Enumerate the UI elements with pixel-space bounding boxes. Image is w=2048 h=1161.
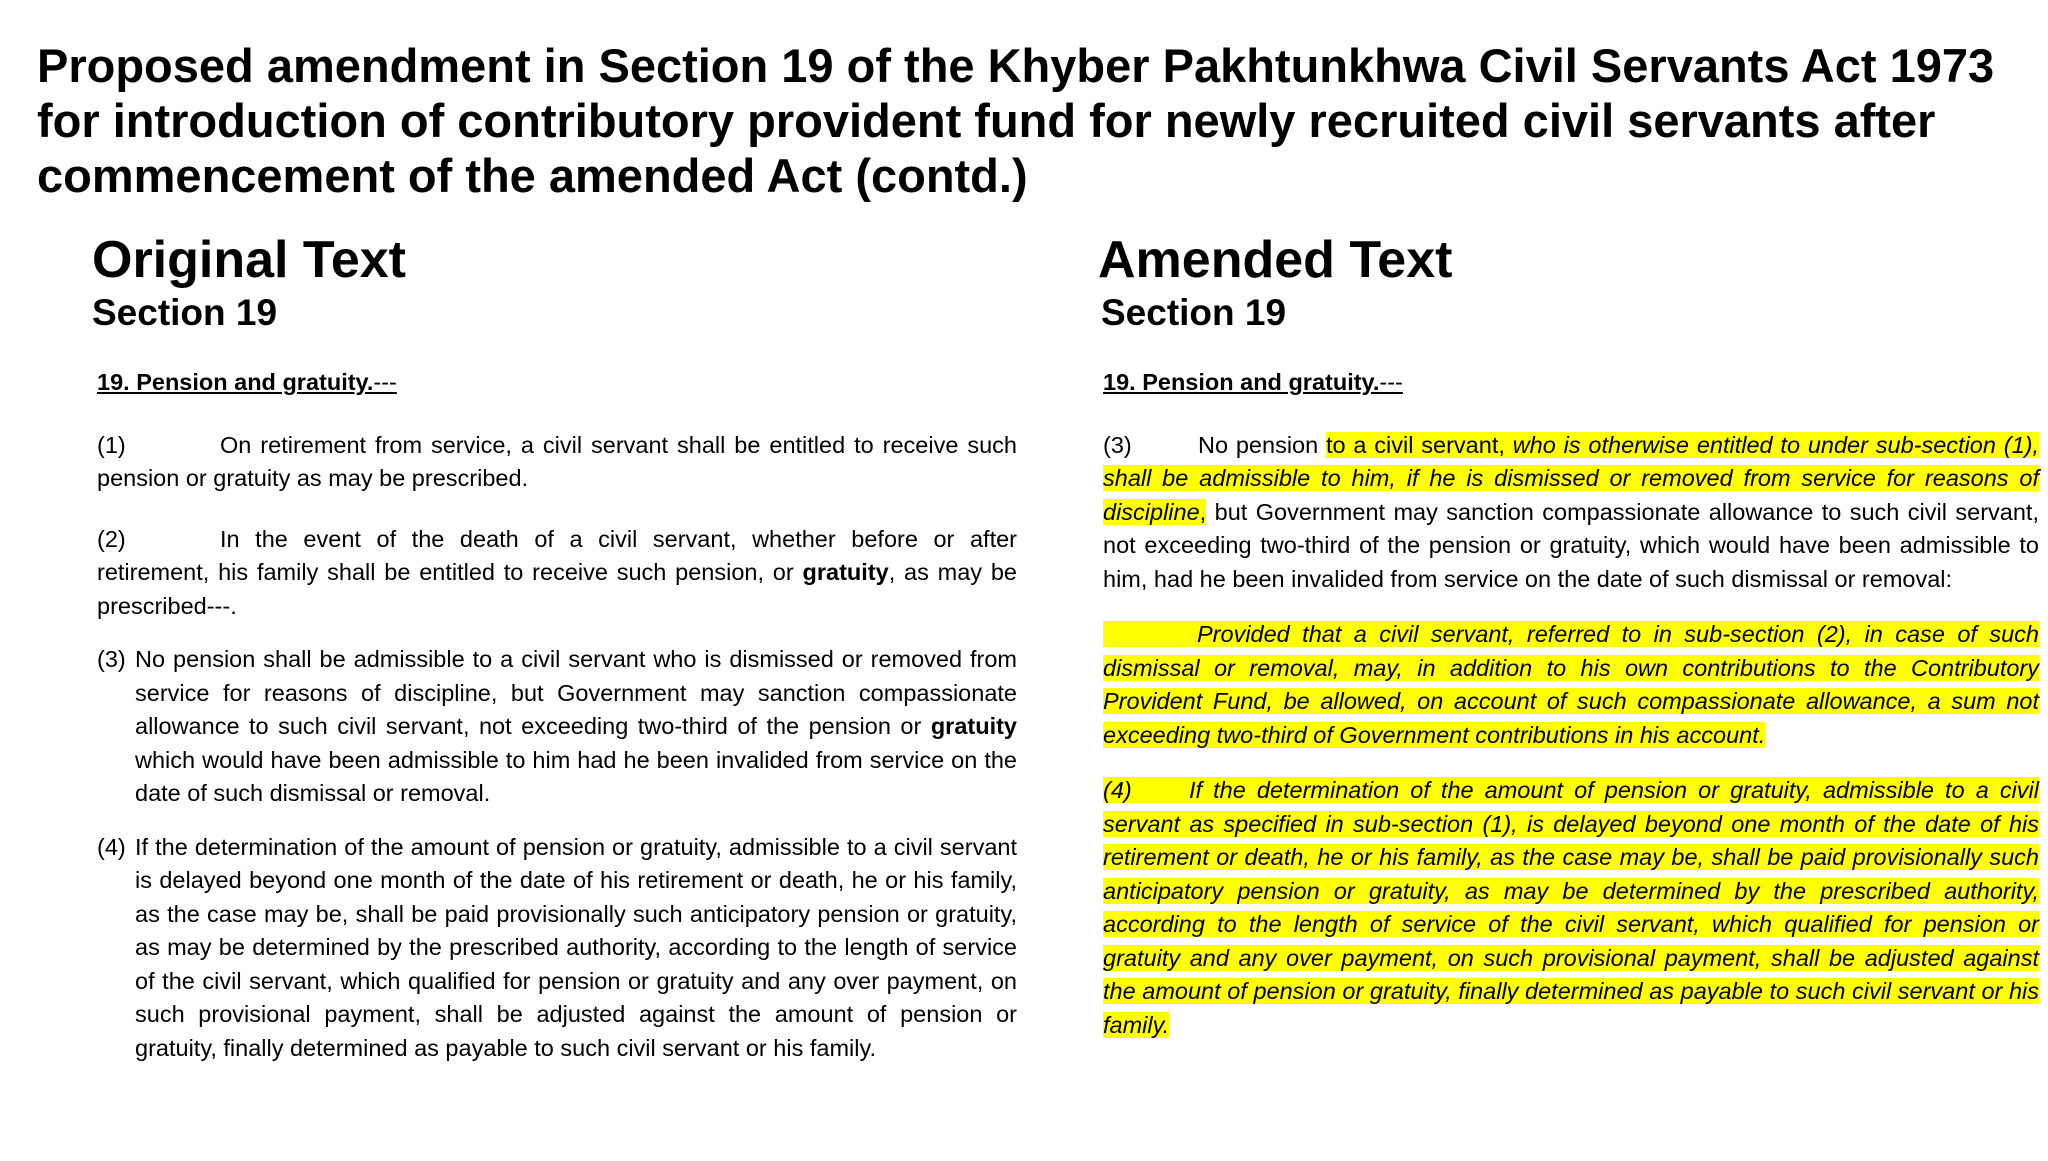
amended-proviso: Provided that a civil servant, referred to in sub-section (2), in case of such dismissal or removal, may, in addition to his own contributions to the Contributory Provident Fund, be allowed, on account of such compassionate allowance, a sum not exceeding two-third of Government contributions in his account. — [1103, 621, 2039, 748]
amended-section-label: Section 19 — [1101, 292, 1287, 333]
original-section-label: Section 19 — [92, 292, 278, 333]
original-subsection-3: (3) No pension shall be admissible to a civil servant who is dismissed or removed from service for reasons of discipline, but Government may sanction compassionate allowance to such civil servant, not exceeding two-third of the pension or gratuity which would have been admissible to him had he been invalided from service on the date of such dismissal or removal. — [97, 646, 1017, 806]
original-section-title: 19. Pension and gratuity.--- — [97, 369, 397, 395]
original-heading: Original Text — [92, 231, 406, 289]
amended-subsection-3: (3) No pension to a civil servant, who is otherwise entitled to under sub-section (1), shall be admissible to him, if he is dismissed or removed from service for reasons of discipline, but Government may sanction compassionate allowance to such civil servant, not exceeding two-third of the pension or gratuity, which would have been admissible to him, had he been invalided from service on the date of such dismissal or removal: — [1103, 431, 2039, 592]
original-subsection-2: (2) In the event of the death of a civil servant, whether before or after retirement, his family shall be entitled to receive such pension, or gratuity, as may be prescribed---. — [97, 525, 1017, 619]
original-text-body — [97, 366, 1017, 1085]
page-title: Proposed amendment in Section 19 of the Khyber Pakhtunkhwa Civil Servants Act 1973 for introduction of contributory provident fund for newly recruited civil servants after commencement of the amended Act (contd.) — [37, 39, 1995, 202]
amended-subsection-4: (4) If the determination of the amount of pension or gratuity, admissible to a civil servant as specified in sub-section (1), is delayed beyond one month of the date of his retirement or death, he or his family, as the case may be, shall be paid provisionally such anticipatory pension or gratuity, as may be determined by the prescribed authority, according to the length of service of the civil servant, which qualified for pension or gratuity and any over payment, on such provisional payment, shall be adjusted against the amount of pension or gratuity, finally determined as payable to such civil servant or his family. — [1103, 777, 2039, 1038]
amended-heading: Amended Text — [1098, 231, 1453, 289]
amended-section-title: 19. Pension and gratuity.--- — [1103, 369, 1403, 395]
original-subsection-4: (4) If the determination of the amount of pension or gratuity, admissible to a civil servant is delayed beyond one month of the date of his retirement or death, he or his family, as the case may be, shall be paid provisionally such anticipatory pension or gratuity, as may be determined by the prescribed authority, according to the length of service of the civil servant, which qualified for pension or gratuity and any over payment, on such provisional payment, shall be adjusted against the amount of pension or gratuity, finally determined as payable to such civil servant or his family. — [97, 833, 1017, 1061]
original-subsection-1: (1) On retirement from service, a civil servant shall be entitled to receive such pension or gratuity as may be prescribed. — [97, 431, 1017, 491]
amended-text-body — [1103, 366, 2039, 1069]
highlight-added-text: to a civil servant, who is otherwise entitled to under sub-section (1), shall be admissible to him, if he is dismissed or removed from service for reasons of discipline, — [1103, 431, 2039, 525]
